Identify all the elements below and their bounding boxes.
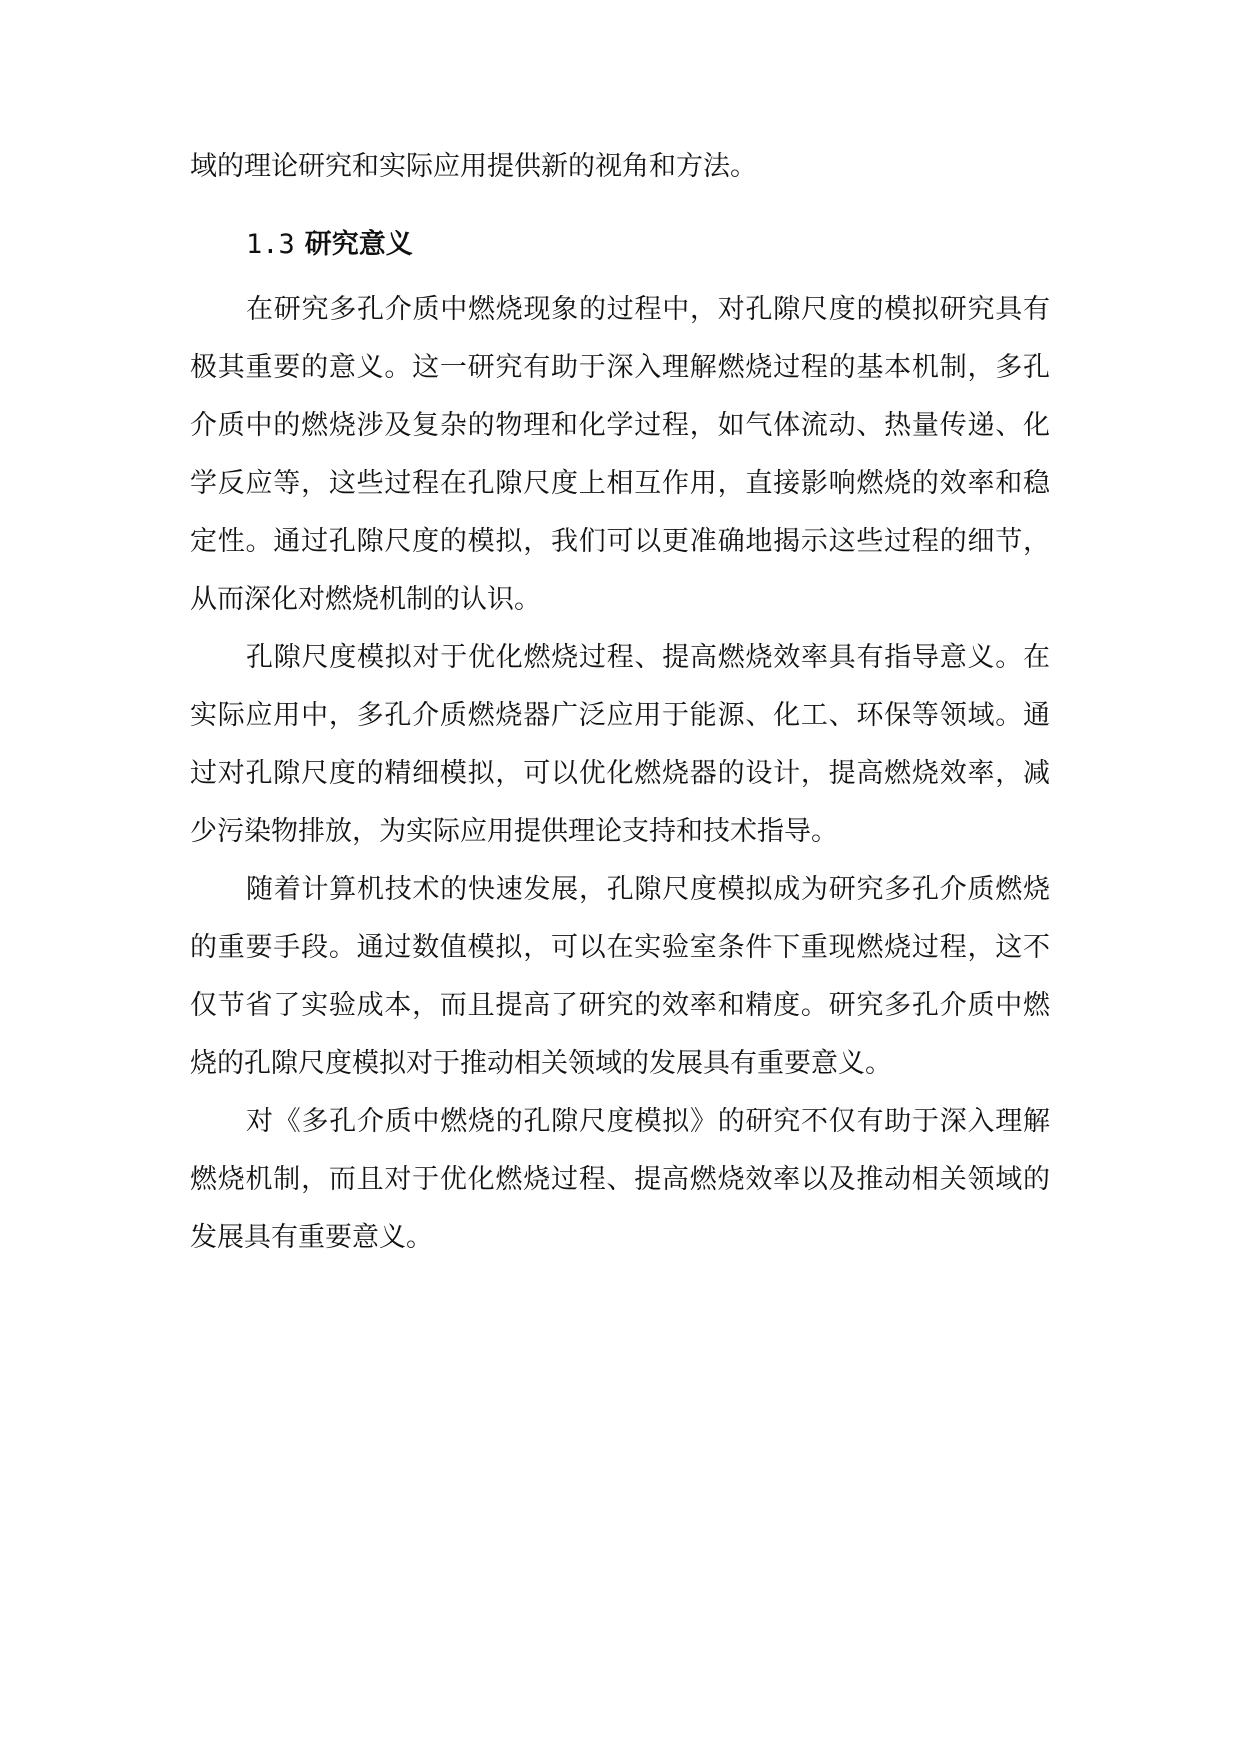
section-title: 研究意义 bbox=[304, 229, 413, 260]
paragraph-1: 在研究多孔介质中燃烧现象的过程中，对孔隙尺度的模拟研究具有极其重要的意义。这一研究有助于深入理解燃烧过程的基本机制，多孔介质中的燃烧涉及复杂的物理和化学过程，如气体流动、热量传递、化学反应等，这些过程在孔隙尺度上相互作用，直接影响燃烧的效率和稳定性。通过孔隙尺度的模拟，我们可以更准确地揭示这些过程的细节，从而深化对燃烧机制的认识。 bbox=[190, 294, 1050, 615]
section-number: 1.3 bbox=[246, 229, 295, 260]
section-heading bbox=[190, 196, 1050, 281]
paragraph-continuation: 域的理论研究和实际应用提供新的视角和方法。 bbox=[190, 151, 757, 182]
body-text bbox=[190, 138, 1050, 1267]
paragraph-3: 随着计算机技术的快速发展，孔隙尺度模拟成为研究多孔介质燃烧的重要手段。通过数值模拟，可以在实验室条件下重现燃烧过程，这不仅节省了实验成本，而且提高了研究的效率和精度。研究多孔介质中燃烧的孔隙尺度模拟对于推动相关领域的发展具有重要意义。 bbox=[190, 874, 1050, 1079]
paragraph-4: 对《多孔介质中燃烧的孔隙尺度模拟》的研究不仅有助于深入理解燃烧机制，而且对于优化燃烧过程、提高燃烧效率以及推动相关领域的发展具有重要意义。 bbox=[190, 1106, 1050, 1253]
paragraph-2: 孔隙尺度模拟对于优化燃烧过程、提高燃烧效率具有指导意义。在实际应用中，多孔介质燃烧器广泛应用于能源、化工、环保等领域。通过对孔隙尺度的精细模拟，可以优化燃烧器的设计，提高燃烧效率，减少污染物排放，为实际应用提供理论支持和技术指导。 bbox=[190, 642, 1050, 847]
